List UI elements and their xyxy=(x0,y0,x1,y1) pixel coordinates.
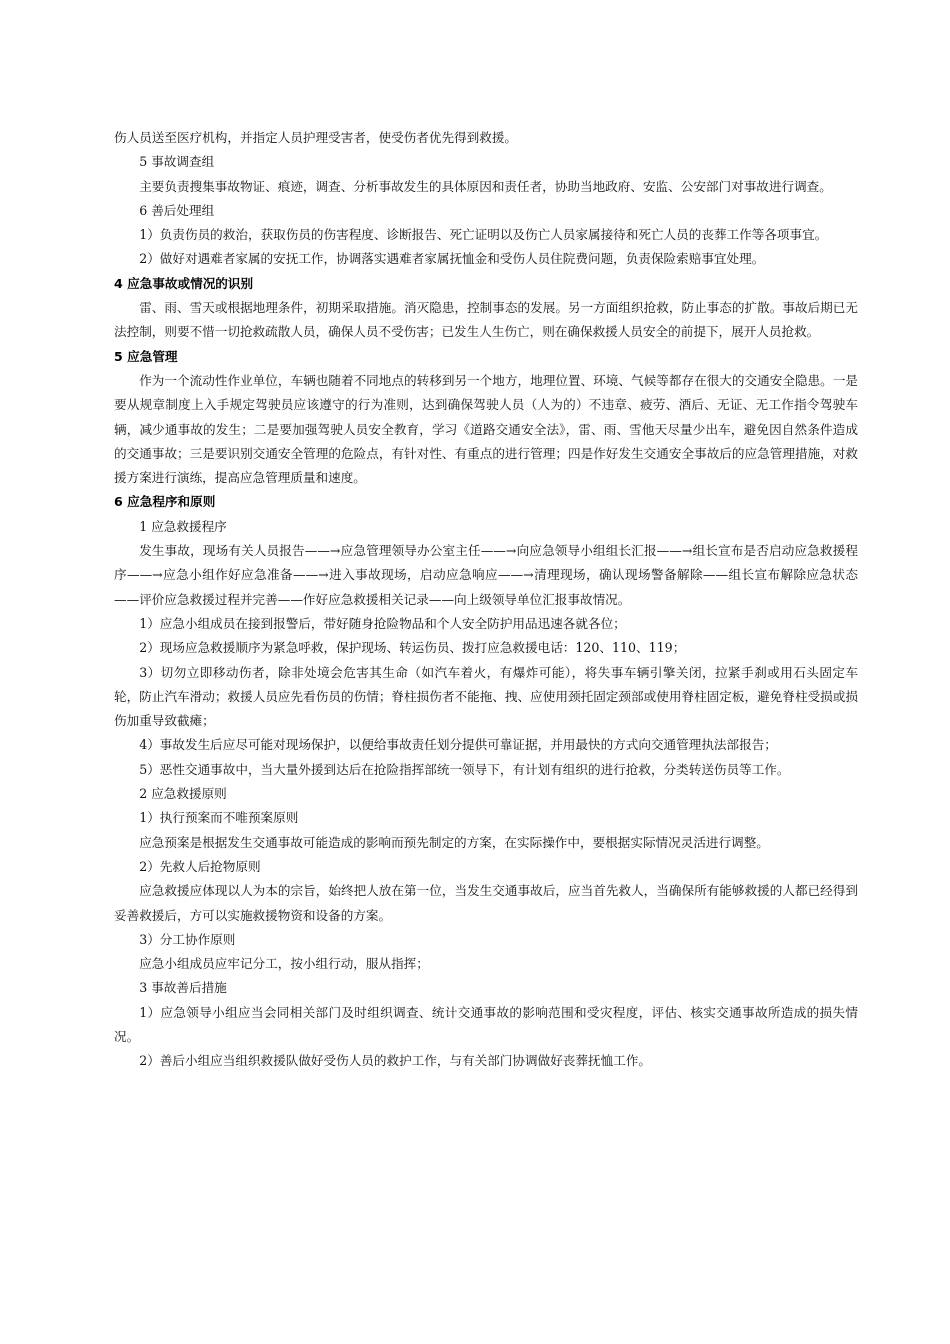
paragraph: 发生事故，现场有关人员报告——→应急管理领导办公室主任——→向应急领导小组组长汇报——→组长宣布是否启动应急救援程序——→应急小组作好应急准备——→进入事故现场，启动应急响应——→清理现场，确认现场警备解除——组长宣布解除应急状态——评价应急救援过程并完善——作好应急救援相关记录——向上级领导单位汇报事故情况。 xyxy=(114,543,858,607)
paragraph: 3）切勿立即移动伤者，除非处境会危害其生命（如汽车着火，有爆炸可能），将失事车辆引擎关闭，拉紧手刹或用石头固定车轮，防止汽车滑动；救援人员应先看伤员的伤情；脊柱损伤者不能拖、拽、应使用颈托固定颈部或使用脊柱固定板，避免脊柱受损或损伤加重导致截瘫； xyxy=(114,664,858,729)
paragraph: 2）善后小组应当组织救援队做好受伤人员的救护工作，与有关部门协调做好丧葬抚恤工作。 xyxy=(139,1053,651,1069)
paragraph: 应急救援应体现以人为本的宗旨，始终把人放在第一位，当发生交通事故后，应当首先救人，当确保所有能够救援的人都已经得到妥善救援后，方可以实施救援物资和设备的方案。 xyxy=(114,883,858,923)
paragraph: 5）恶性交通事故中，当大量外援到达后在抢险指挥部统一领导下，有计划有组织的进行抢救，分类转送伤员等工作。 xyxy=(139,761,790,777)
paragraph: 雷、雨、雪天或根据地理条件，初期采取措施。消灭隐患，控制事态的发展。另一方面组织抢救，防止事态的扩散。事故后期已无法控制，则要不惜一切抢救疏散人员，确保人员不受伤害；已发生人生伤亡，则在确保救援人员安全的前提下，展开人员抢救。 xyxy=(114,300,858,340)
paragraph: 1）应急小组成员在接到报警后，带好随身抢险物品和个人安全防护用品迅速各就各位； xyxy=(139,615,626,631)
subsection-title: 3）分工协作原则 xyxy=(139,931,236,947)
paragraph: 1）应急领导小组应当会同相关部门及时组织调查、统计交通事故的影响范围和受灾程度，评估、核实交通事故所造成的损失情况。 xyxy=(114,1004,858,1044)
paragraph: 应急预案是根据发生交通事故可能造成的影响而预先制定的方案，在实际操作中，要根据实际情况灵活进行调整。 xyxy=(139,834,769,850)
section-heading: 6 应急程序和原则 xyxy=(114,494,216,510)
subsection-title: 3 事故善后措施 xyxy=(139,980,227,996)
subsection-title: 1）执行预案而不唯预案原则 xyxy=(139,810,299,826)
paragraph: 2）现场应急救援顺序为紧急呼救，保护现场、转运伤员、拨打应急救援电话：120、110、119； xyxy=(139,640,686,656)
document-page xyxy=(114,126,858,1074)
subsection-title: 2）先救人后抢物原则 xyxy=(139,858,261,874)
paragraph: 4）事故发生后应尽可能对现场保护，以便给事故责任划分提供可靠证据，并用最快的方式向交通管理执法部报告； xyxy=(139,737,777,753)
paragraph: 伤人员送至医疗机构，并指定人员护理受害者，使受伤者优先得到救援。 xyxy=(114,130,517,145)
paragraph: 2）做好对遇难者家属的安抚工作，协调落实遇难者家属抚恤金和受伤人员住院费问题，负责保险索赔事宜处理。 xyxy=(139,251,765,267)
paragraph: 作为一个流动性作业单位，车辆也随着不同地点的转移到另一个地方，地理位置、环境、气候等都存在很大的交通安全隐患。一是要从规章制度上入手规定驾驶员应该遵守的行为准则，达到确保驾驶人员（人为的）不违章、疲劳、酒后、无证、无工作指令驾驶车辆，减少通事故的发生；二是要加强驾驶人员安全教育，学习《道路交通安全法》，雷、雨、雪他天尽量少出车，避免因自然条件造成的交通事故；三是要识别交通安全管理的危险点，有针对性、有重点的进行管理；四是作好发生交通安全事故后的应急管理措施，对救援方案进行演练，提高应急管理质量和速度。 xyxy=(114,372,858,486)
subsection-title: 2 应急救援原则 xyxy=(139,786,227,802)
subsection-title: 应急小组成员应牢记分工，按小组行动，服从指挥； xyxy=(139,956,429,972)
paragraph: 1）负责伤员的救治，获取伤员的伤害程度、诊断报告、死亡证明以及伤亡人员家属接待和死亡人员的丧葬工作等各项事宜。 xyxy=(139,227,828,243)
subsection-title: 1 应急救援程序 xyxy=(139,518,227,534)
section-heading: 4 应急事故或情况的识别 xyxy=(114,275,254,291)
subsection-title: 6 善后处理组 xyxy=(139,202,215,218)
paragraph: 主要负责搜集事故物证、痕迹，调查、分析事故发生的具体原因和责任者，协助当地政府、安监、公安部门对事故进行调查。 xyxy=(139,178,832,194)
section-heading: 5 应急管理 xyxy=(114,348,178,364)
subsection-title: 5 事故调查组 xyxy=(139,154,215,170)
